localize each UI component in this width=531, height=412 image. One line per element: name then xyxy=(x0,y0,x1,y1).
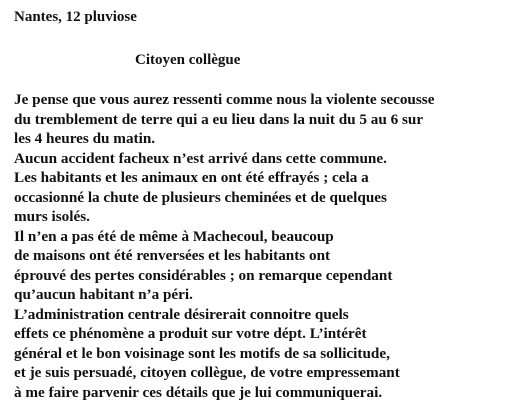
letter-line: Je pense que vous aurez ressenti comme nous la violente secousse xyxy=(14,91,435,108)
letter-line: de maisons ont été renversées et les habitants ont xyxy=(14,247,331,264)
letter-line: L’administration centrale désirerait connoitre quels xyxy=(14,305,349,323)
letter-line: Aucun accident facheux n’est arrivé dans cette commune. xyxy=(14,149,387,167)
letter-body xyxy=(14,90,526,402)
letter-line: Les habitants et les animaux en ont été effrayés ; cela a xyxy=(14,169,369,186)
letter-line: et je suis persuadé, citoyen collègue, de votre empressemant xyxy=(14,364,400,381)
letter-dateline: Nantes, 12 pluviose xyxy=(14,9,137,25)
letter-line: à me faire parvenir ces détails que je lui communiquerai. xyxy=(14,383,383,401)
letter-line: murs isolés. xyxy=(14,208,90,225)
letter-line: occasionné la chute de plusieurs cheminées et de quelques xyxy=(14,188,387,206)
letter-salutation: Citoyen collègue xyxy=(135,52,241,68)
letter-line: les 4 heures du matin. xyxy=(14,130,156,147)
letter-line: éprouvé des pertes considérables ; on remarque cependant xyxy=(14,266,393,284)
letter-line: Il n’en a pas été de même à Machecoul, beaucoup xyxy=(14,227,334,245)
letter-line: général et le bon voisinage sont les motifs de sa sollicitude, xyxy=(14,344,390,362)
letter-line: qu’aucun habitant n’a péri. xyxy=(14,286,193,303)
letter-line: effets ce phénomène a produit sur votre dépt. L’intérêt xyxy=(14,325,367,342)
letter-line: du tremblement de terre qui a eu lieu dans la nuit du 5 au 6 sur xyxy=(14,110,424,128)
